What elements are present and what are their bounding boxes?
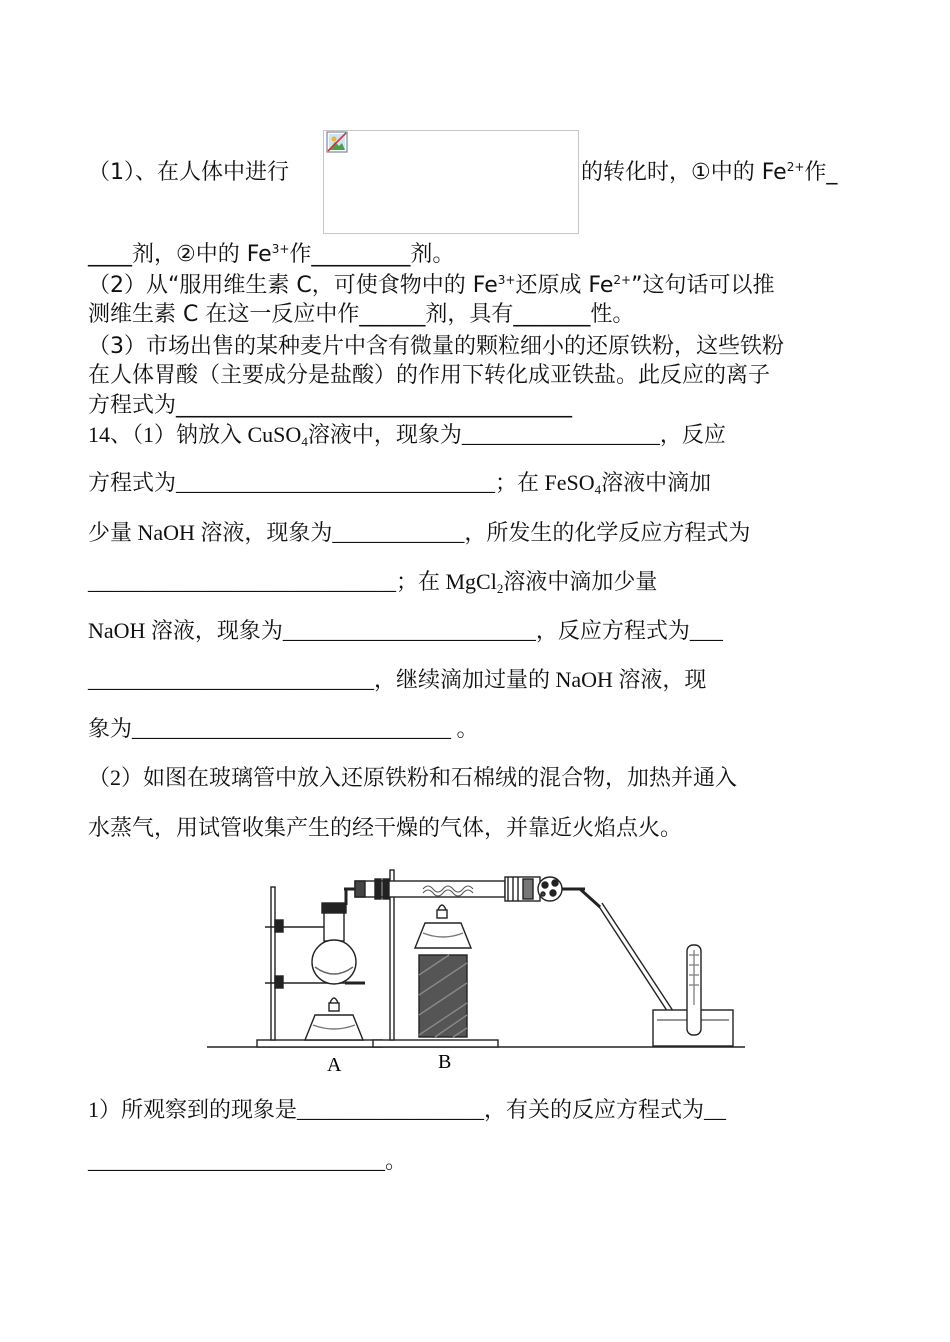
q14-line3: 少量 NaOH 溶液，现象为____________，所发生的化学反应方程式为: [88, 520, 751, 545]
figure-label-b: B: [438, 1051, 452, 1073]
q14-line8: （2）如图在玻璃管中放入还原铁粉和石棉绒的混合物，加热并通入: [88, 765, 738, 790]
alcohol-lamp-b: [415, 905, 471, 1037]
q13-part2-line1: （2）从“服用维生素 C，可使食物中的 $Fe^{3+}$还原成 $Fe^{2+}$”这句话可以推: [88, 273, 775, 298]
drying-tube: [538, 877, 600, 907]
q14-line1: 14、（1）钠放入 CuSO$_4$溶液中，现象为__________________，反应: [88, 422, 726, 449]
q13-part1-line1-tail: 的转化时，①中的 $Fe^{2+}$作_: [581, 160, 838, 185]
reaction-tube: [355, 877, 540, 901]
q13-part3-line2: 在人体胃酸（主要成分是盐酸）的作用下转化成亚铁盐。此反应的离子: [88, 363, 771, 388]
q13-part2-line2: 测维生素 C 在这一反应中作______剂，具有_______性。: [88, 302, 635, 327]
q14-line5: NaOH 溶液，现象为_______________________，反应方程式为___: [88, 618, 723, 643]
broken-image-placeholder: [323, 130, 579, 234]
q13-part3-line1: （3）市场出售的某种麦片中含有微量的颗粒细小的还原铁粉，这些铁粉: [88, 334, 784, 359]
q13-part1-text-a: （1）、在人体中进行: [88, 160, 289, 185]
apparatus-diagram: [205, 855, 750, 1080]
flask-a: [312, 889, 385, 984]
q13-part1-line2: ____剂，②中的 $Fe^{3+}$作_________剂。: [88, 242, 455, 267]
q13-part1-line1: [88, 160, 289, 186]
q14-line9: 水蒸气，用试管收集产生的经干燥的气体，并靠近火焰点火。: [88, 815, 683, 840]
q14-line7: 象为_____________________________ 。: [88, 716, 479, 741]
q14-line11: ___________________________。: [88, 1148, 408, 1173]
q13-part3-line3: 方程式为____________________________________: [88, 393, 573, 418]
q14-line4: ____________________________；在 MgCl$_2$溶液中滴加少量: [88, 569, 658, 596]
broken-image-icon: [326, 131, 348, 153]
figure-label-a: A: [327, 1054, 342, 1076]
water-trough: [653, 945, 733, 1046]
alcohol-lamp-a: [305, 998, 363, 1040]
q14-line10: 1）所观察到的现象是_________________，有关的反应方程式为__: [88, 1097, 727, 1122]
q14-line2: 方程式为_____________________________；在 FeSO$_4$溶液中滴加: [88, 470, 712, 497]
q14-line6: __________________________，继续滴加过量的 NaOH 溶液，现: [88, 667, 707, 692]
